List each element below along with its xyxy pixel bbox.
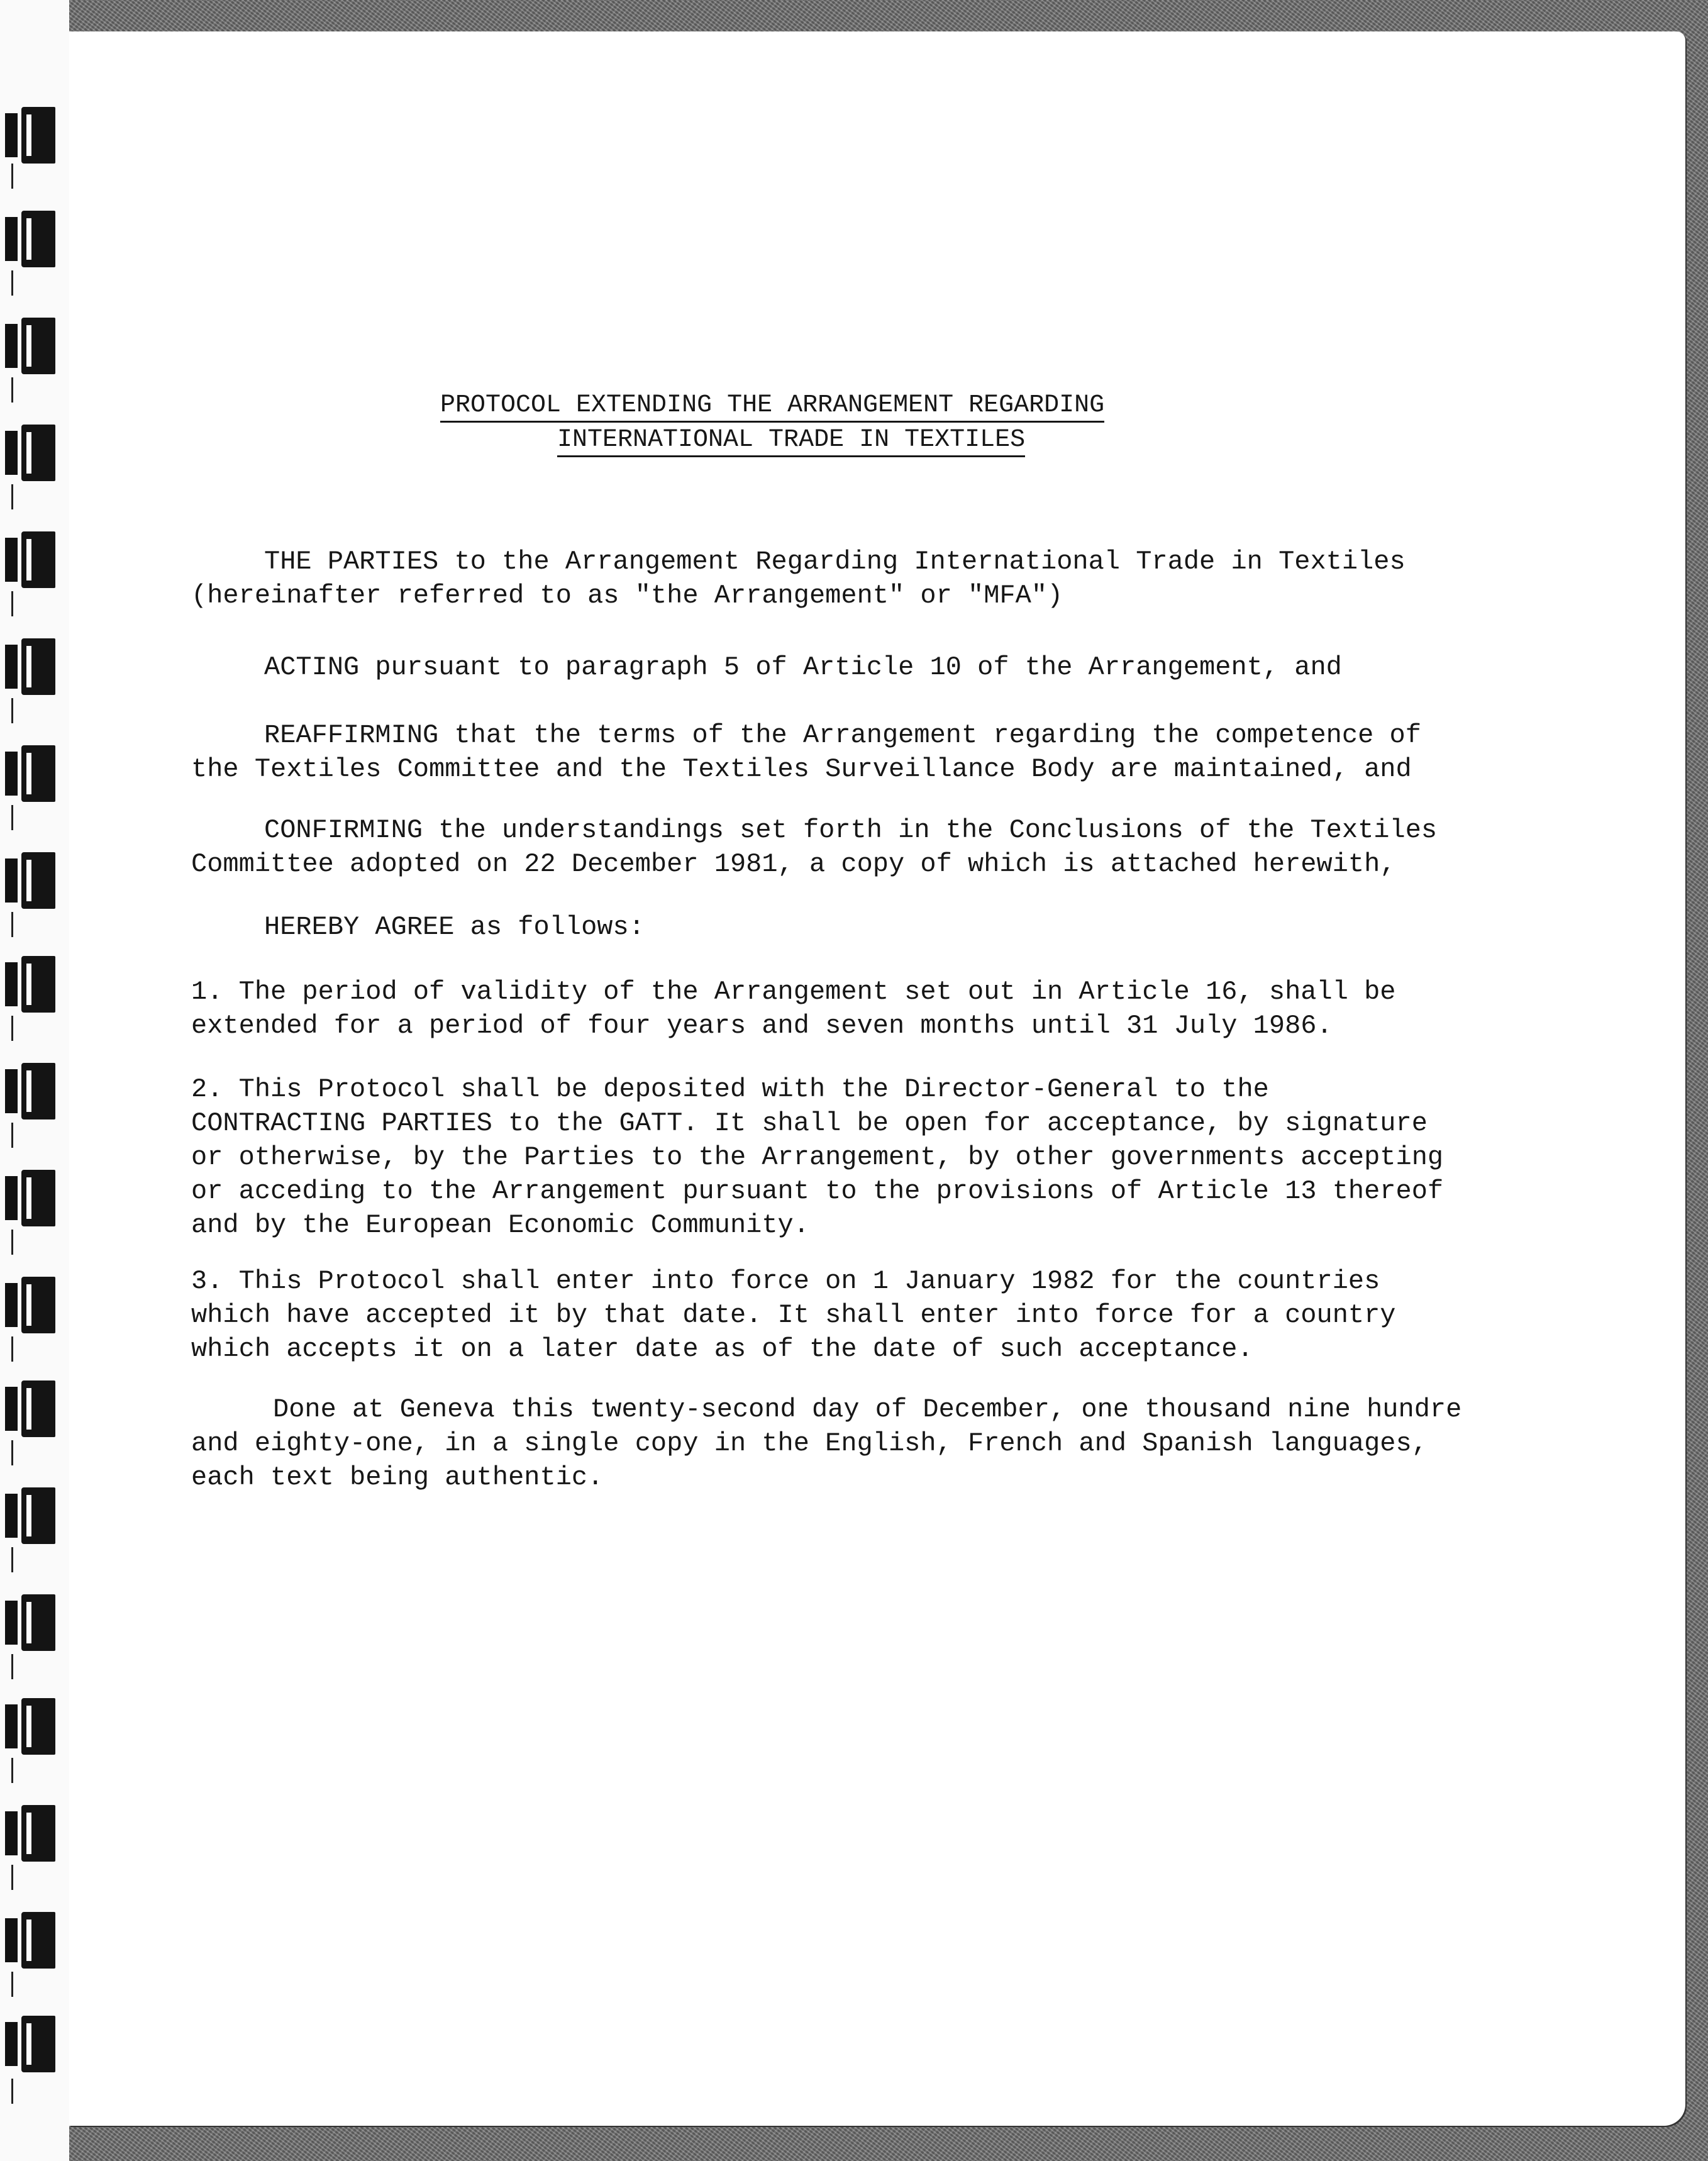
binding-ring <box>5 1805 62 1862</box>
binding-ring <box>5 425 62 481</box>
binding-ring <box>5 956 62 1013</box>
binding-tick <box>11 912 13 937</box>
preamble-parties-paragraph <box>191 545 1406 613</box>
binding-tick <box>11 1336 13 1362</box>
binding-ring <box>5 1594 62 1651</box>
confirming-paragraph <box>191 813 1437 881</box>
binding-tick <box>11 164 13 189</box>
document-page <box>69 31 1685 2126</box>
binding-tick <box>11 1547 13 1572</box>
hereby-agree-line: HEREBY AGREE as follows: <box>264 912 645 942</box>
text-line: 2. This Protocol shall be deposited with the Director-General to the <box>191 1074 1269 1104</box>
text-line: CONFIRMING the understandings set forth in the Conclusions of the Textiles <box>264 815 1438 845</box>
text-line: THE PARTIES to the Arrangement Regarding International Trade in Textiles <box>264 547 1406 577</box>
binding-ring <box>5 1380 62 1437</box>
done-at-paragraph <box>191 1392 1461 1494</box>
binding-tick <box>11 484 13 509</box>
binding-ring <box>5 852 62 909</box>
text-line: (hereinafter referred to as "the Arrangement" or "MFA") <box>191 581 1063 611</box>
text-line: 1. The period of validity of the Arrangement set out in Article 16, shall be <box>191 977 1396 1007</box>
document-title-line-1: PROTOCOL EXTENDING THE ARRANGEMENT REGARDING <box>440 391 1104 423</box>
binding-ring <box>5 638 62 695</box>
text-line: Done at Geneva this twenty-second day of December, one thousand nine hundre <box>273 1394 1462 1425</box>
binding-ring <box>5 1277 62 1333</box>
binding-tick <box>11 1972 13 1997</box>
text-line: CONTRACTING PARTIES to the GATT. It shall be open for acceptance, by signature <box>191 1108 1428 1138</box>
document-title-line-2: INTERNATIONAL TRADE IN TEXTILES <box>557 426 1025 457</box>
binding-tick <box>11 2079 13 2104</box>
binding-ring <box>5 2016 62 2072</box>
text-line: each text being authentic. <box>191 1462 604 1492</box>
binding-ring <box>5 745 62 802</box>
binding-ring <box>5 1698 62 1755</box>
binding-ring <box>5 1487 62 1544</box>
text-line: REAFFIRMING that the terms of the Arrangement regarding the competence of <box>264 720 1421 750</box>
text-line: 3. This Protocol shall enter into force on 1 January 1982 for the countries <box>191 1266 1380 1296</box>
article-1-paragraph <box>191 975 1396 1043</box>
text-line: or acceding to the Arrangement pursuant to the provisions of Article 13 thereof <box>191 1176 1444 1206</box>
binding-ring <box>5 1170 62 1226</box>
article-2-paragraph <box>191 1072 1443 1242</box>
binding-tick <box>11 1758 13 1783</box>
text-line: the Textiles Committee and the Textiles Surveillance Body are maintained, and <box>191 754 1412 784</box>
reaffirming-paragraph <box>191 718 1421 786</box>
acting-paragraph: ACTING pursuant to paragraph 5 of Article 10 of the Arrangement, and <box>264 652 1342 682</box>
binding-ring <box>5 211 62 267</box>
binding-ring <box>5 1912 62 1969</box>
article-3-paragraph <box>191 1264 1396 1366</box>
text-line: and by the European Economic Community. <box>191 1210 809 1240</box>
text-line: which have accepted it by that date. It shall enter into force for a country <box>191 1300 1396 1330</box>
text-line: which accepts it on a later date as of the date of such acceptance. <box>191 1334 1253 1364</box>
binding-tick <box>11 805 13 830</box>
binding-tick <box>11 1440 13 1465</box>
binding-ring <box>5 318 62 374</box>
binding-tick <box>11 377 13 403</box>
binding-tick <box>11 698 13 723</box>
text-line: or otherwise, by the Parties to the Arrangement, by other governments accepting <box>191 1142 1444 1172</box>
spiral-binding <box>5 0 68 2161</box>
binding-tick <box>11 1123 13 1148</box>
binding-tick <box>11 1016 13 1041</box>
text-line: extended for a period of four years and seven months until 31 July 1986. <box>191 1011 1333 1041</box>
binding-tick <box>11 1865 13 1890</box>
text-line: Committee adopted on 22 December 1981, a copy of which is attached herewith, <box>191 849 1396 879</box>
binding-ring <box>5 107 62 164</box>
binding-tick <box>11 1230 13 1255</box>
binding-tick <box>11 591 13 616</box>
binding-tick <box>11 1654 13 1679</box>
text-line: and eighty-one, in a single copy in the English, French and Spanish languages, <box>191 1428 1428 1458</box>
binding-tick <box>11 270 13 296</box>
binding-ring <box>5 531 62 588</box>
binding-ring <box>5 1063 62 1119</box>
